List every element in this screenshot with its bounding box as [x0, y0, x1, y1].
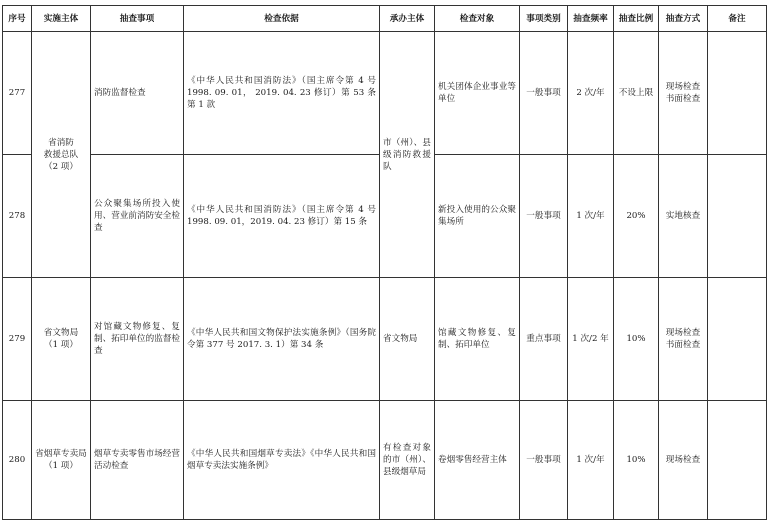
- header-cell-method: 抽查方式: [659, 6, 708, 32]
- cell-basis: 《中华人民共和国烟草专卖法》《中华人民共和国烟草专卖法实施条例》: [184, 401, 380, 520]
- cell-item: 公众聚集场所投入使用、营业前消防安全检查: [91, 155, 184, 278]
- header-cell-item: 抽查事项: [91, 6, 184, 32]
- cell-frequency: 1 次/2 年: [568, 278, 614, 401]
- cell-frequency: 2 次/年: [568, 32, 614, 155]
- header-cell-target: 检查对象: [435, 6, 520, 32]
- inspection-table: [2, 5, 767, 520]
- cell-item: 消防监督检查: [91, 32, 184, 155]
- cell-method: 现场检查 书面检查: [659, 278, 708, 401]
- cell-no: 280: [3, 401, 32, 520]
- cell-target: 卷烟零售经营主体: [435, 401, 520, 520]
- cell-subject: 省烟草专卖局 （1 项）: [32, 401, 91, 520]
- cell-note: [708, 32, 767, 155]
- header-row: [3, 6, 767, 32]
- cell-method: 实地核查: [659, 155, 708, 278]
- header-cell-ratio: 抽查比例: [614, 6, 659, 32]
- header-cell-category: 事项类别: [520, 6, 568, 32]
- cell-subject: 省消防 救援总队 （2 项）: [32, 32, 91, 278]
- cell-note: [708, 278, 767, 401]
- cell-subject: 省文物局 （1 项）: [32, 278, 91, 401]
- cell-agency: 市（州）、县级消防救援队: [380, 32, 435, 278]
- cell-item: 烟草专卖零售市场经营活动检查: [91, 401, 184, 520]
- cell-category: 一般事项: [520, 401, 568, 520]
- cell-ratio: 不设上限: [614, 32, 659, 155]
- cell-ratio: 10%: [614, 278, 659, 401]
- cell-item: 对馆藏文物修复、复制、拓印单位的监督检查: [91, 278, 184, 401]
- header-cell-subject: 实施主体: [32, 6, 91, 32]
- cell-agency: 有检查对象的市（州）、县级烟草局: [380, 401, 435, 520]
- cell-frequency: 1 次/年: [568, 155, 614, 278]
- header-cell-basis: 检查依据: [184, 6, 380, 32]
- cell-no: 279: [3, 278, 32, 401]
- table-row: [3, 278, 767, 401]
- cell-basis: 《中华人民共和国消防法》（国主席令第 4 号 1998. 09. 01， 2019. 04. 23 修订）第 53 条第 1 款: [184, 32, 380, 155]
- cell-target: 馆藏文物修复、复制、拓印单位: [435, 278, 520, 401]
- header-cell-agency: 承办主体: [380, 6, 435, 32]
- cell-frequency: 1 次/年: [568, 401, 614, 520]
- cell-target: 新投入使用的公众聚集场所: [435, 155, 520, 278]
- cell-method: 现场检查 书面检查: [659, 32, 708, 155]
- cell-note: [708, 155, 767, 278]
- cell-category: 一般事项: [520, 155, 568, 278]
- table-row: [3, 401, 767, 520]
- cell-basis: 《中华人民共和国文物保护法实施条例》（国务院令第 377 号 2017. 3. 1）第 34 条: [184, 278, 380, 401]
- cell-ratio: 10%: [614, 401, 659, 520]
- cell-agency: 省文物局: [380, 278, 435, 401]
- cell-note: [708, 401, 767, 520]
- header-cell-no: 序号: [3, 6, 32, 32]
- cell-category: 一般事项: [520, 32, 568, 155]
- cell-no: 277: [3, 32, 32, 155]
- cell-category: 重点事项: [520, 278, 568, 401]
- cell-no: 278: [3, 155, 32, 278]
- cell-method: 现场检查: [659, 401, 708, 520]
- header-cell-note: 备注: [708, 6, 767, 32]
- cell-ratio: 20%: [614, 155, 659, 278]
- table-row: [3, 32, 767, 155]
- header-cell-frequency: 抽查频率: [568, 6, 614, 32]
- cell-target: 机关团体企业事业等单位: [435, 32, 520, 155]
- cell-basis: 《中华人民共和国消防法》（国主席令第 4 号 1998. 09. 01，2019. 04. 23 修订）第 15 条: [184, 155, 380, 278]
